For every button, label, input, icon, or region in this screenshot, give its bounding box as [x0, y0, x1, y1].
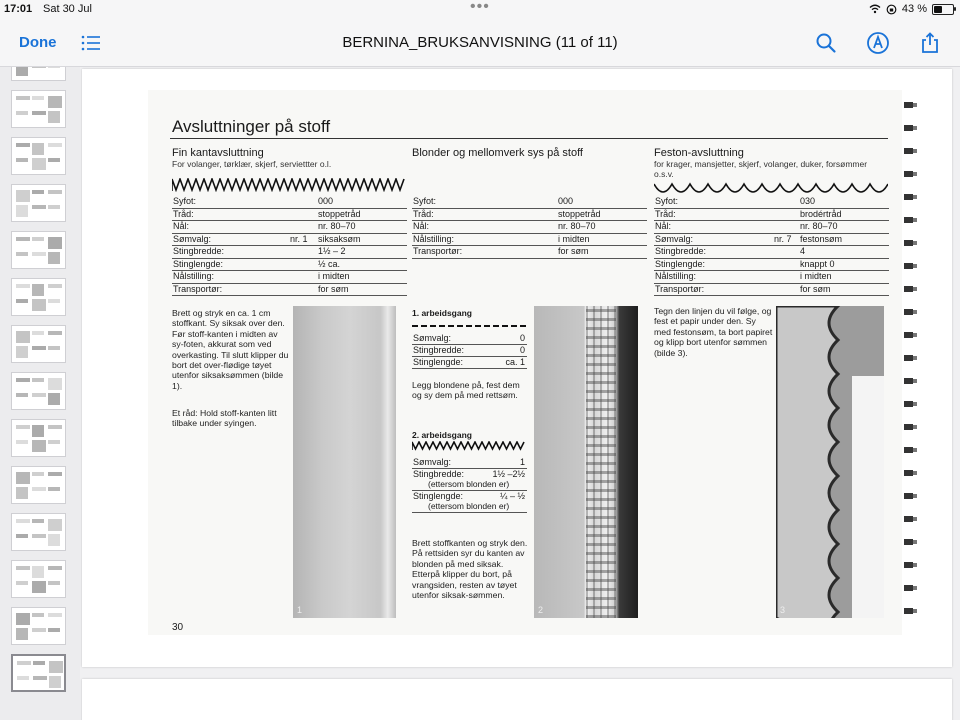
page-thumbnail[interactable]	[11, 654, 66, 692]
page-thumbnail[interactable]	[11, 560, 66, 598]
battery-icon	[932, 4, 954, 15]
spec-value: i midten	[318, 271, 350, 281]
photo-fin-kant	[293, 306, 396, 618]
step-value: ca. 1	[505, 357, 525, 367]
spec-key: Tråd:	[413, 208, 434, 219]
spec-row	[654, 221, 889, 234]
col1-instructions: Brett og stryk en ca. 1 cm stoffkant. Sy siksak over den. Før stoff-kanten i midten av sy-foten, akkurat som ved overkasting. Til slutt klipper du bort det over-flødige tøyet utenfor siksaksømmen (bilde 1).	[172, 308, 289, 391]
spec-row	[412, 234, 647, 247]
spec-row	[172, 196, 407, 209]
page-thumbnail[interactable]	[11, 90, 66, 128]
page-thumbnail[interactable]	[11, 184, 66, 222]
spec-value: knappt 0	[800, 258, 835, 269]
column-heading: Fin kantavsluttning	[172, 147, 264, 159]
spiral-binding	[904, 98, 918, 628]
page-thumbnail[interactable]	[11, 419, 66, 457]
spec-table-col2	[412, 196, 647, 259]
step-key: Sømvalg:	[413, 457, 452, 467]
step-row	[412, 357, 527, 369]
spec-row	[172, 271, 407, 284]
photo-label: 3	[780, 605, 786, 615]
spec-key: Stinglengde:	[655, 258, 706, 269]
spec-value: 030	[800, 196, 816, 206]
page-thumbnail[interactable]	[11, 67, 66, 81]
spec-table-col1	[172, 196, 407, 296]
page-thumbnail[interactable]	[11, 137, 66, 175]
zigzag-stitch-icon	[172, 178, 406, 192]
spec-value: 1½ – 2	[318, 246, 346, 256]
photo-blonder	[534, 306, 638, 618]
photo-label: 2	[538, 605, 544, 615]
step-key: Stingbredde:	[413, 345, 465, 355]
spec-number: nr. 7	[774, 233, 792, 244]
step-row	[412, 457, 527, 469]
spec-row	[172, 246, 407, 259]
step-key: Stinglengde:	[413, 491, 464, 501]
spec-key: Transportør:	[655, 283, 705, 294]
spec-row	[654, 284, 889, 297]
step-value: 0	[519, 345, 525, 355]
step-note: (ettersom blonden er)	[428, 479, 510, 489]
step-value: 1½ –2½	[492, 469, 525, 479]
spec-key: Syfot:	[655, 196, 679, 206]
spec-table-col3	[654, 196, 889, 296]
page-thumbnail[interactable]	[11, 278, 66, 316]
multitasking-dots-icon[interactable]: •••	[470, 0, 490, 15]
spec-value: siksaksøm	[318, 233, 361, 244]
navigation-bar	[0, 22, 960, 67]
spec-key: Tråd:	[655, 208, 676, 219]
document-view[interactable]	[80, 67, 960, 720]
spec-row	[412, 246, 647, 259]
spec-row	[412, 221, 647, 234]
spec-value: ½ ca.	[318, 258, 341, 269]
spec-row	[172, 284, 407, 297]
step-value: 0	[519, 333, 525, 343]
spec-key: Nål:	[655, 221, 672, 231]
markup-pen-icon[interactable]	[866, 31, 890, 55]
search-icon[interactable]	[814, 31, 838, 55]
spec-row	[654, 246, 889, 259]
spec-row	[654, 259, 889, 272]
page-thumbnail[interactable]	[11, 513, 66, 551]
spec-row	[654, 209, 889, 222]
spec-key: Tråd:	[173, 208, 194, 219]
step1-text: Legg blondene på, fest dem og sy dem på med rettsøm.	[412, 380, 520, 401]
page-thumbnail[interactable]	[11, 466, 66, 504]
spec-key: Nålstilling:	[655, 271, 697, 281]
column-subtitle: For volanger, tørklær, skjerf, serviettter o.l.	[172, 159, 332, 169]
pdf-page	[82, 69, 952, 667]
page-thumbnail[interactable]	[11, 325, 66, 363]
column-heading: Feston-avsluttning	[654, 147, 744, 159]
page-thumbnail[interactable]	[11, 607, 66, 645]
spec-row	[654, 271, 889, 284]
spec-row	[172, 234, 407, 247]
column-feston	[654, 147, 889, 179]
status-time: 17:01	[4, 3, 33, 15]
heading-rule	[170, 138, 888, 139]
step-key: Stingbredde:	[413, 469, 465, 479]
spec-value: nr. 80–70	[800, 221, 838, 231]
spec-value: 000	[558, 196, 574, 206]
spec-row	[172, 259, 407, 272]
page-thumbnail[interactable]	[11, 372, 66, 410]
spec-row	[172, 221, 407, 234]
spec-number: nr. 1	[290, 233, 308, 244]
step-row	[412, 469, 527, 491]
column-blonder	[412, 147, 647, 159]
spec-key: Stingbredde:	[173, 246, 225, 256]
step-key: Stinglengde:	[413, 357, 464, 367]
photo-feston	[776, 306, 884, 618]
spec-value: i midten	[558, 233, 590, 244]
spec-key: Nål:	[413, 221, 430, 231]
spec-value: 4	[800, 246, 806, 256]
step-row	[412, 345, 527, 357]
pdf-page-next	[82, 679, 952, 720]
spec-row	[412, 209, 647, 222]
column-subtitle: for krager, mansjetter, skjerf, volanger, duker, forsømmer o.s.v.	[654, 159, 868, 179]
step-key: Sømvalg:	[413, 333, 452, 343]
spec-value: 000	[318, 196, 334, 206]
spec-key: Sømvalg:	[173, 233, 212, 244]
spec-value: stoppetråd	[318, 208, 361, 219]
battery-percent: 43 %	[901, 3, 927, 15]
spec-value: stoppetråd	[558, 208, 601, 219]
step1-title: 1. arbeidsgang	[412, 308, 472, 318]
spec-key: Nål:	[173, 221, 190, 231]
spec-value: nr. 80–70	[558, 221, 596, 231]
step2-table	[412, 457, 527, 513]
feston-edge-shape	[776, 306, 884, 618]
step2-title: 2. arbeidsgang	[412, 430, 472, 440]
zigzag-stitch-icon	[412, 441, 526, 451]
step-note: (ettersom blonden er)	[428, 501, 510, 511]
status-date: Sat 30 Jul	[43, 3, 92, 15]
spec-key: Transportør:	[173, 283, 223, 294]
document-title: BERNINA_BRUKSANVISNING (11 of 11)	[342, 34, 618, 51]
step-row	[412, 333, 527, 345]
spec-value: for søm	[800, 283, 831, 294]
spec-row	[654, 196, 889, 209]
photo-label: 1	[297, 605, 303, 615]
status-bar	[0, 0, 960, 22]
spec-value: nr. 80–70	[318, 221, 356, 231]
done-button[interactable]: Done	[19, 34, 57, 51]
col3-instructions: Tegn den linjen du vil følge, og fest et papir under den. Sy med festonsøm, ta bort papiret og klipp bort utenfor sømmen (bilde 3).	[654, 306, 773, 358]
page-heading: Avsluttninger på stoff	[172, 117, 331, 136]
spec-key: Sømvalg:	[655, 233, 694, 244]
spec-key: Syfot:	[173, 196, 197, 206]
spec-row	[654, 234, 889, 247]
spec-value: for søm	[558, 246, 589, 256]
column-fin-kantavsluttning	[172, 147, 407, 169]
page-thumbnail-sidebar[interactable]	[0, 67, 80, 720]
column-heading: Blonder og mellomverk sys på stoff	[412, 147, 583, 159]
step-row	[412, 491, 527, 513]
spec-value: festonsøm	[800, 233, 843, 244]
spec-key: Nålstilling:	[413, 233, 455, 244]
spec-key: Stinglengde:	[173, 258, 224, 269]
spec-key: Syfot:	[413, 196, 437, 206]
spec-key: Nålstilling:	[173, 271, 215, 281]
page-number: 30	[172, 622, 184, 633]
spec-value: brodértråd	[800, 208, 842, 219]
spec-key: Transportør:	[413, 246, 463, 256]
scallop-stitch-icon	[654, 180, 888, 194]
scanned-manual-page	[148, 90, 902, 635]
spec-key: Stingbredde:	[655, 246, 707, 256]
spec-value: i midten	[800, 271, 832, 281]
lace-texture	[586, 306, 616, 618]
spec-value: for søm	[318, 283, 349, 294]
step-value: ¼ – ½	[499, 491, 525, 501]
step2-text: Brett stoffkanten og stryk den. På rettsiden syr du kanten av blonden på med siksak. Etterpå klipper du bort, på vrangsiden, resten av tøyet utenfor siksak-sømmen.	[412, 538, 528, 601]
spec-row	[172, 209, 407, 222]
share-icon[interactable]	[918, 31, 942, 55]
step-value: 1	[519, 457, 525, 467]
page-thumbnail[interactable]	[11, 231, 66, 269]
straight-stitch-icon	[412, 324, 526, 328]
col1-tip: Et råd: Hold stoff-kanten litt tilbake under syingen.	[172, 408, 277, 429]
orientation-lock-icon	[886, 4, 897, 15]
wifi-icon	[869, 4, 881, 14]
step1-table	[412, 333, 527, 369]
spec-row	[412, 196, 647, 209]
